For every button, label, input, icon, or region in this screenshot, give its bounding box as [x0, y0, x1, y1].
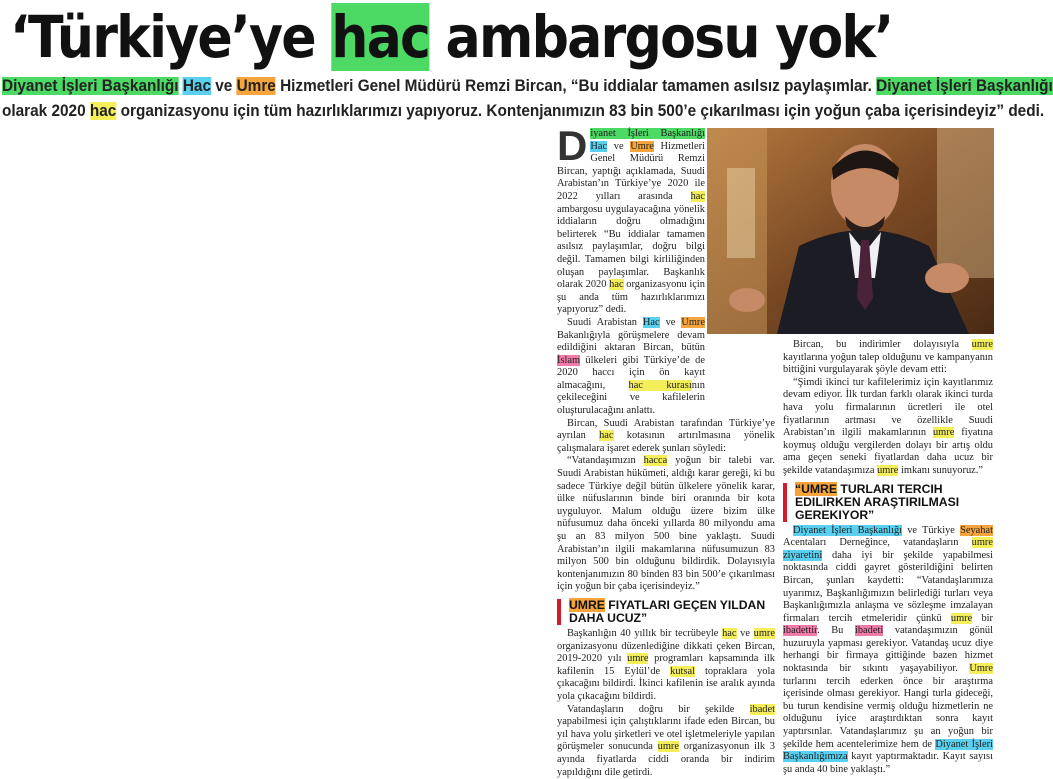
text-run: organizasyonu için tüm hazırlıklarımızı yapıyoruz. Kontenjanımızın 83 bin 500’e çıkarılması için yoğun çaba içerisindeyiz” dedi.	[116, 102, 1045, 120]
text-run: Bakanlığıyla görüşmelere devam edildiğini aktaran Bircan, bütün	[557, 329, 705, 354]
text-run: ve	[210, 77, 237, 95]
text-run: kayıt yaptırmaktadır. Kayıt sayısı şu anda 40 bine yaklaştı.”	[783, 751, 993, 775]
highlighted-term: ibadet	[749, 703, 775, 715]
text-run: programları kapsamında ilk kafilenin 15 Eylül’de	[557, 653, 775, 677]
highlighted-term: umre	[657, 741, 680, 753]
paragraph-2	[557, 317, 705, 418]
highlighted-term: umre	[971, 537, 993, 549]
text-run: yoğun bir talebi var. Suudi Arabistan hükümeti, aldığı karar gereği, ki bu sadece Türkiye değil bütün ülkelere yönelik karar, ülke nüfuslarının binde biri oranında bir kota uyguluyor. Malum olduğu üzere bizim ülke nüfusumuz daha önceki yıllarda 80 milyondu ama şu an 83 milyon 500 bine yaklaştı. Suudi Arabistan’ın ilgili makamlarına nüfusumuzun 83 milyon 500 bin olduğunu bildirdik. Dolayısıyla kontenjanımızın 80 binden 83 bin 500’e çıkarılması için yoğun bir çaba içerisindeyiz.”	[557, 455, 775, 593]
highlighted-term: Seyahat	[960, 524, 993, 536]
highlighted-term: hac	[599, 430, 614, 442]
highlighted-term: Diyanet İşleri Başkanlığımıza	[783, 738, 993, 763]
dropcap: D	[557, 122, 588, 169]
text-run: organizasyonu düzenlediğine dikkati çeken Bircan, 2019-2020 yılı	[557, 640, 775, 665]
subhead-umre-prices	[557, 599, 775, 625]
text-run: kotasının artırılmasına yönelik çalışmalara işaret ederek şunları söyledi:	[557, 430, 775, 454]
highlighted-term: umre	[877, 464, 899, 476]
text-run: ve	[736, 627, 754, 639]
paragraph-3	[557, 418, 775, 456]
text-run: TURLARI TERCIH EDILIRKEN ARAŞTIRILMASI GEREKIYOR”	[795, 481, 960, 522]
highlighted-term: Umre	[630, 140, 654, 152]
highlighted-term: hac	[722, 627, 737, 639]
highlighted-term: umre	[950, 612, 973, 624]
highlighted-term: iyanet İşleri Başkanlığı	[590, 128, 705, 139]
spot-line-2	[2, 99, 1044, 124]
article-column-left	[557, 122, 775, 779]
text-run: Suudi Arabistan	[567, 316, 643, 328]
text-run: Hizmetleri Genel Müdürü Remzi Bircan, yaptığı açıklamada, Suudi Arabistan’ın Türkiye’ye 2020 ile 2022 yılları arasında	[557, 140, 705, 202]
paragraph-4	[557, 455, 775, 594]
text-run: ülkeleri gibi Türkiye’de de 2020 haccı için ön kayıt almacağını,	[557, 354, 705, 391]
highlighted-term: ibadettir	[783, 625, 818, 637]
text-run: ve	[659, 316, 682, 328]
article-top-block	[557, 122, 705, 418]
highlighted-term: Umre	[681, 316, 705, 328]
highlighted-term: Hac	[590, 140, 608, 152]
highlighted-term: umre	[971, 339, 993, 350]
paragraph-9	[783, 525, 993, 777]
text-run: topraklara yola çıkacağını bildirdi. İkinci kafilenin ise aralık ayında yola çıkacağını bildirdi.	[557, 665, 775, 702]
highlighted-term: hac	[609, 279, 624, 291]
highlighted-term: Diyanet İşleri Başkanlığı	[876, 77, 1053, 95]
highlighted-term: umre	[627, 653, 649, 665]
highlighted-term: Umre	[969, 663, 993, 675]
text-run: imkanı sunuyoruz.”	[898, 464, 983, 476]
text-run: Acentaları Derneğince, vatandaşların	[783, 537, 972, 549]
highlighted-term: Diyanet İşleri Başkanlığı	[793, 524, 903, 536]
text-run: FIYATLARI GEÇEN YILDAN DAHA UCUZ”	[569, 597, 766, 625]
text-run: yapabilmesi için çalıştıklarını ifade eden Bircan, bu yıl hava yolu şirketleri ve otel işletmeleriyle yapılan görüşmeler sonucunda	[557, 716, 775, 753]
headline	[10, 2, 897, 72]
text-run: “Şimdi ikinci tur kafilelerimiz için kayıtlarımız devam ediyor. İlk turdan farklı olarak ikinci turda hava yolu firmalarının ücretleri ile otel fiyatlarının artması ve özellikle Suudi Arabistan’ın ilgili makamlarının	[783, 376, 993, 439]
highlighted-term: hac	[89, 102, 117, 120]
highlighted-term: Hac	[642, 316, 660, 328]
highlighted-term: “UMRE	[795, 481, 837, 496]
headline-highlight: hac	[331, 3, 430, 71]
text-run: Bircan, bu indirimler dolayısıyla	[793, 339, 972, 350]
paragraph-6	[557, 704, 775, 779]
text-run: fiyatına koymuş olduğu vergilerden dolayı bir artış oldu ama geçen seneki fiyatlardan daha ucuz bir şekilde vatandaşımıza	[783, 427, 993, 476]
text-run: Vatandaşların doğru bir şekilde	[567, 703, 750, 715]
text-run: Hizmetleri Genel Müdürü Remzi Bircan, “Bu iddialar tamamen asılsız paylaşımlar.	[275, 77, 877, 95]
highlighted-term: İslam	[557, 354, 581, 366]
text-run: nın çekileceğini ve kafilelerin oluşturulacağını anlattı.	[557, 379, 705, 417]
highlighted-term: Hac	[182, 77, 211, 95]
text-run: ve Türkiye	[902, 524, 961, 536]
highlighted-term: umre	[753, 627, 775, 639]
text-run: turlarını tercih ederken önce bir araştırma içerisinde olması gerekiyor. Hangi turla gideceği, bu turun kendisine vermiş olduğu hizmetlerin ne olduğunu iyice araştırdıktan sonra kayıt yaptırsınlar. Vatandaşlarımız şu an yoğun bir şekilde hem acentelerimize hem de	[783, 675, 993, 750]
text-run: vatandaşımızın gönül huzuruyla yapması gerekiyor. Vatandaş ucuz diye herhangi bir firmaya gittiğinde bazen hizmet noktasında bir sıkıntı yaşayabiliyor.	[783, 625, 993, 675]
highlighted-term: hac	[690, 190, 705, 202]
paragraph-7	[783, 339, 993, 377]
headline-pre: ‘Türkiye’ye	[10, 3, 332, 71]
spot-line-1	[2, 74, 1053, 99]
paragraph-5	[557, 628, 775, 704]
highlighted-term: hac kurası	[628, 379, 692, 391]
paragraph-lead	[557, 122, 705, 317]
highlighted-term: hacca	[643, 455, 668, 467]
text-run: “Vatandaşımızın	[567, 455, 644, 467]
highlighted-term: kutsal	[670, 665, 695, 677]
highlighted-term: ziyaretini	[783, 549, 823, 561]
text-run: daha iyi bir şekilde yapabilmesi noktasında ciddi gayret gösterildiğini belirten Bircan, şunları kaydetti: “Vatandaşlarımıza uyarımız, Başkanlığımızın belirlediği turları veya Başkanlığımızla anlaşma ve sözleşme imzalayan firmaları tercih etmeleridir çünkü	[783, 549, 993, 624]
text-run: bir	[972, 612, 993, 624]
text-run: organizasyonu için şu anda tüm hazırlıklarımızı yapıyoruz” dedi.	[557, 279, 705, 316]
paragraph-8	[783, 377, 993, 478]
text-run: Bircan, Suudi Arabistan tarafından Türkiye’ye ayrılan	[557, 417, 775, 442]
article-column-right	[783, 339, 993, 776]
subhead-umre-tours	[783, 483, 993, 522]
text-run: ambargosu uygulayacağına yönelik iddiaların doğru olmadığını belirterek “Bu iddialar tamamen asılsız paylaşımlar, doğru bilgi değil. Tamamen bilgi kirliliğinden oluşan paylaşımlar. Başkanlık olarak 2020	[557, 203, 705, 291]
text-run: Başkanlığın 40 yıllık bir tecrübeyle	[567, 627, 723, 639]
text-run: kayıtlarına yoğun talep olduğunu ve kampanyanın bittiğini vurgulayarak şöyle devam etti:	[783, 351, 993, 376]
text-run: organizasyonun ilk 3 ayında fiyatlarda ciddi oranda bir indirim yapıldığını dile getirdi.	[557, 741, 775, 778]
text-run: olarak 2020	[2, 102, 90, 120]
highlighted-term: UMRE	[569, 597, 605, 612]
highlighted-term: Umre	[236, 77, 276, 95]
text-run: ve	[607, 140, 631, 152]
headline-post: ambargosu yok’	[429, 3, 893, 71]
text-run: . Bu	[817, 625, 855, 637]
highlighted-term: Diyanet İşleri Başkanlığı	[2, 77, 179, 95]
highlighted-term: ibadeti	[854, 625, 884, 637]
highlighted-term: umre	[932, 427, 955, 439]
